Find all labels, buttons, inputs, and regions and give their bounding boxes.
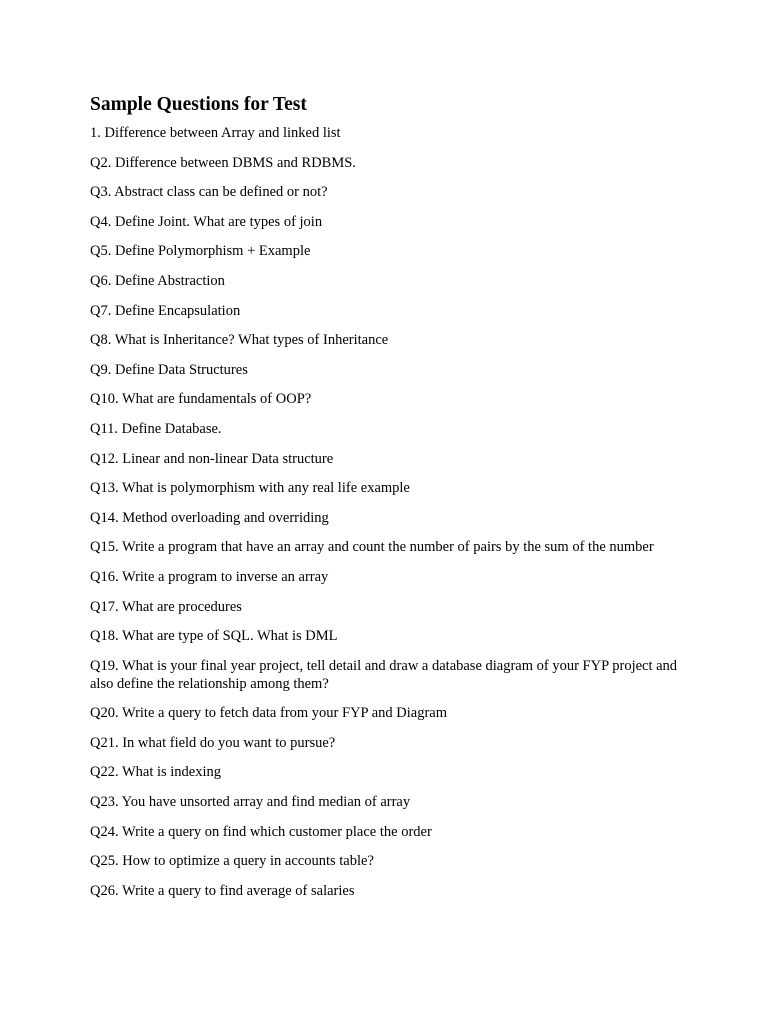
question-item: Q5. Define Polymorphism + Example	[90, 243, 311, 260]
question-item: Q17. What are procedures	[90, 598, 242, 615]
question-item: Q24. Write a query on find which customer place the order	[90, 823, 432, 840]
question-item: Q2. Difference between DBMS and RDBMS.	[90, 154, 356, 171]
question-item: Q18. What are type of SQL. What is DML	[90, 628, 338, 645]
question-item: Q7. Define Encapsulation	[90, 302, 241, 319]
question-item: Q25. How to optimize a query in accounts table?	[90, 853, 374, 870]
question-item: Q3. Abstract class can be defined or not?	[90, 184, 328, 201]
question-item: Q16. Write a program to inverse an array	[90, 568, 329, 585]
question-item: Q12. Linear and non-linear Data structure	[90, 450, 334, 467]
question-item: Q26. Write a query to find average of salaries	[90, 882, 355, 899]
question-item: Q22. What is indexing	[90, 764, 222, 781]
question-item: Q11. Define Database.	[90, 420, 222, 437]
question-item: Q15. Write a program that have an array and count the number of pairs by the sum of the number	[90, 539, 654, 556]
question-item: 1. Difference between Array and linked list	[90, 125, 341, 141]
question-list	[90, 124, 690, 900]
question-item: Q13. What is polymorphism with any real life example	[90, 480, 410, 497]
document-page	[90, 92, 690, 911]
question-item: Q21. In what field do you want to pursue?	[90, 734, 336, 751]
question-item: Q19. What is your final year project, tell detail and draw a database diagram of your FYP project and also define the relationship among them?	[90, 657, 678, 692]
document-title: Sample Questions for Test	[90, 94, 307, 115]
question-item: Q14. Method overloading and overriding	[90, 509, 329, 526]
question-item: Q4. Define Joint. What are types of join	[90, 213, 323, 230]
question-item: Q6. Define Abstraction	[90, 272, 225, 289]
question-item: Q9. Define Data Structures	[90, 361, 248, 378]
question-item: Q10. What are fundamentals of OOP?	[90, 391, 312, 408]
question-item: Q20. Write a query to fetch data from your FYP and Diagram	[90, 705, 447, 722]
question-item: Q23. You have unsorted array and find median of array	[90, 794, 411, 811]
question-item: Q8. What is Inheritance? What types of Inheritance	[90, 332, 389, 349]
